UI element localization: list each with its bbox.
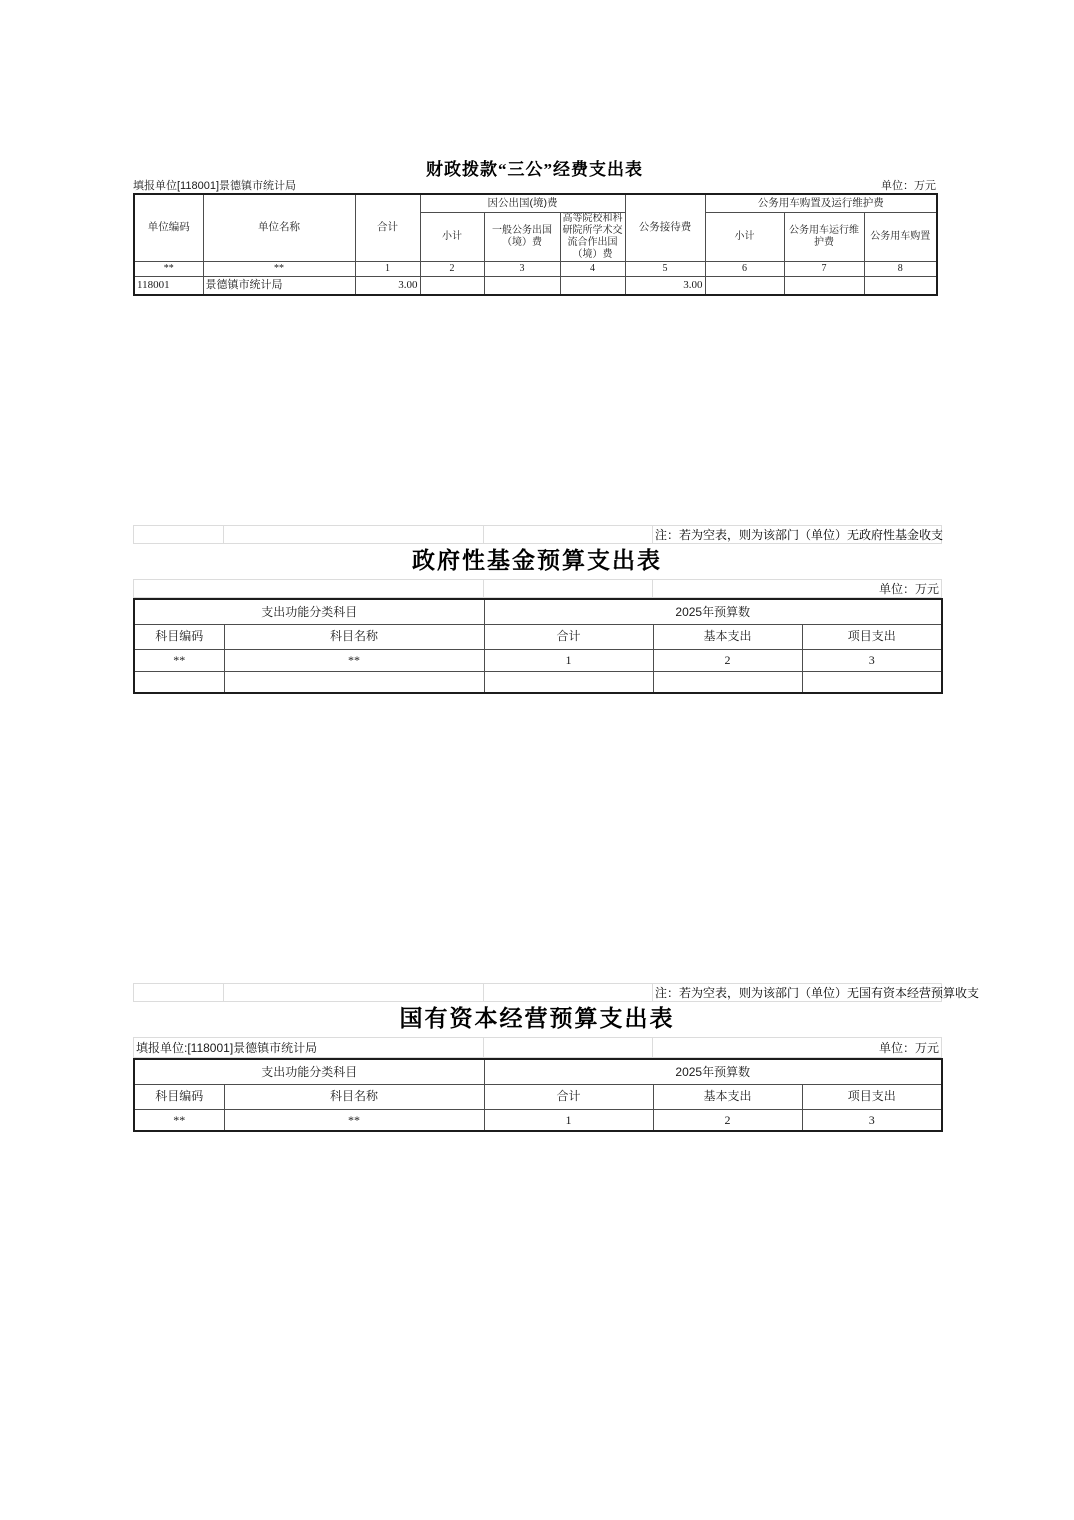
index-cell: ** bbox=[134, 649, 224, 671]
index-cell: ** bbox=[203, 261, 355, 276]
col-header-project-expenditure: 项目支出 bbox=[802, 624, 942, 649]
empty-cell bbox=[802, 671, 942, 693]
col-header-total: 合计 bbox=[484, 1084, 653, 1109]
index-cell: ** bbox=[224, 649, 484, 671]
gov-fund-note: 注：若为空表，则为该部门（单位）无政府性基金收支 bbox=[653, 526, 942, 544]
unit-code-value: 118001 bbox=[134, 276, 203, 295]
state-capital-expenditure-table bbox=[133, 1058, 943, 1132]
index-cell: 1 bbox=[484, 1109, 653, 1131]
index-cell: 3 bbox=[802, 1109, 942, 1131]
index-cell: 3 bbox=[802, 649, 942, 671]
index-cell: 3 bbox=[484, 261, 560, 276]
empty-cell bbox=[484, 671, 653, 693]
state-capital-unit-row bbox=[133, 1037, 942, 1058]
index-row bbox=[134, 649, 942, 671]
index-cell: 4 bbox=[560, 261, 625, 276]
col-header-total: 合计 bbox=[355, 194, 420, 261]
col-header-budget-group: 2025年预算数 bbox=[484, 599, 942, 624]
state-capital-table-title: 国有资本经营预算支出表 bbox=[399, 1006, 675, 1031]
unit-of-measure-label: 单位：万元 bbox=[881, 180, 936, 192]
index-cell: 2 bbox=[653, 649, 802, 671]
index-cell: ** bbox=[134, 261, 203, 276]
col-header-total: 合计 bbox=[484, 624, 653, 649]
header-row-group bbox=[134, 194, 937, 212]
col-header-abroad-subtotal: 小计 bbox=[420, 212, 484, 261]
unit-of-measure-label: 单位：万元 bbox=[653, 1038, 942, 1058]
index-cell: 2 bbox=[653, 1109, 802, 1131]
three-public-expense-section bbox=[133, 160, 936, 296]
col-header-function-group: 支出功能分类科目 bbox=[134, 599, 484, 624]
col-header-unit-code: 单位编码 bbox=[134, 194, 203, 261]
unit-of-measure-label: 单位：万元 bbox=[653, 580, 942, 598]
index-cell: 2 bbox=[420, 261, 484, 276]
three-public-table-title: 财政拨款“三公”经费支出表 bbox=[426, 160, 643, 179]
abroad-general-value bbox=[484, 276, 560, 295]
gov-fund-table-title: 政府性基金预算支出表 bbox=[412, 548, 662, 573]
index-cell: 1 bbox=[484, 649, 653, 671]
vehicle-maintenance-value bbox=[784, 276, 864, 295]
col-header-vehicle-subtotal: 小计 bbox=[705, 212, 784, 261]
empty-cell bbox=[224, 671, 484, 693]
index-cell: 7 bbox=[784, 261, 864, 276]
col-header-abroad-general: 一般公务出国（境）费 bbox=[484, 212, 560, 261]
col-header-budget-group: 2025年预算数 bbox=[484, 1059, 942, 1084]
state-capital-budget-section bbox=[133, 983, 980, 1132]
empty-cell bbox=[484, 984, 653, 1002]
index-cell: 1 bbox=[355, 261, 420, 276]
index-cell: 6 bbox=[705, 261, 784, 276]
col-header-vehicle-group: 公务用车购置及运行维护费 bbox=[705, 194, 937, 212]
col-header-vehicle-purchase: 公务用车购置 bbox=[864, 212, 937, 261]
col-header-basic-expenditure: 基本支出 bbox=[653, 1084, 802, 1109]
state-capital-note: 注：若为空表，则为该部门（单位）无国有资本经营预算收支 bbox=[653, 984, 942, 1002]
col-header-abroad-academic: 高等院校和科研院所学术交流合作出国（境）费 bbox=[560, 212, 625, 261]
header-row-group bbox=[134, 1059, 942, 1084]
empty-cell bbox=[134, 671, 224, 693]
unit-name-value: 景德镇市统计局 bbox=[203, 276, 355, 295]
col-header-abroad-group: 因公出国(境)费 bbox=[420, 194, 625, 212]
vehicle-purchase-value bbox=[864, 276, 937, 295]
total-value: 3.00 bbox=[355, 276, 420, 295]
filing-unit-label: 填报单位[118001]景德镇市统计局 bbox=[133, 180, 297, 192]
col-header-basic-expenditure: 基本支出 bbox=[653, 624, 802, 649]
state-capital-note-row bbox=[133, 983, 980, 1002]
col-header-vehicle-maintenance: 公务用车运行维护费 bbox=[784, 212, 864, 261]
col-header-subject-name: 科目名称 bbox=[224, 624, 484, 649]
empty-cell bbox=[134, 984, 224, 1002]
index-cell: ** bbox=[134, 1109, 224, 1131]
gov-fund-unit-row bbox=[133, 579, 942, 598]
index-cell: ** bbox=[224, 1109, 484, 1131]
gov-fund-note-row bbox=[133, 525, 942, 544]
col-header-subject-name: 科目名称 bbox=[224, 1084, 484, 1109]
col-header-project-expenditure: 项目支出 bbox=[802, 1084, 942, 1109]
col-header-function-group: 支出功能分类科目 bbox=[134, 1059, 484, 1084]
col-header-subject-code: 科目编码 bbox=[134, 1084, 224, 1109]
col-header-subject-code: 科目编码 bbox=[134, 624, 224, 649]
empty-cell bbox=[134, 526, 224, 544]
index-row bbox=[134, 1109, 942, 1131]
empty-cell bbox=[484, 1038, 653, 1058]
header-row-group bbox=[134, 599, 942, 624]
abroad-academic-value bbox=[560, 276, 625, 295]
empty-data-row bbox=[134, 671, 942, 693]
empty-cell bbox=[224, 526, 484, 544]
three-public-expense-table bbox=[133, 193, 938, 296]
empty-cell bbox=[484, 526, 653, 544]
gov-fund-budget-section bbox=[133, 525, 944, 694]
index-row bbox=[134, 261, 937, 276]
empty-cell bbox=[653, 671, 802, 693]
empty-cell bbox=[224, 984, 484, 1002]
index-cell: 5 bbox=[625, 261, 705, 276]
filing-unit-label: 填报单位:[118001]景德镇市统计局 bbox=[134, 1038, 484, 1058]
header-row-sub bbox=[134, 1084, 942, 1109]
gov-fund-expenditure-table bbox=[133, 598, 943, 694]
empty-cell bbox=[134, 580, 484, 598]
empty-cell bbox=[484, 580, 653, 598]
reception-value: 3.00 bbox=[625, 276, 705, 295]
index-cell: 8 bbox=[864, 261, 937, 276]
col-header-reception: 公务接待费 bbox=[625, 194, 705, 261]
abroad-subtotal-value bbox=[420, 276, 484, 295]
data-row bbox=[134, 276, 937, 295]
three-public-meta-row bbox=[133, 179, 936, 193]
col-header-unit-name: 单位名称 bbox=[203, 194, 355, 261]
vehicle-subtotal-value bbox=[705, 276, 784, 295]
header-row-sub bbox=[134, 624, 942, 649]
